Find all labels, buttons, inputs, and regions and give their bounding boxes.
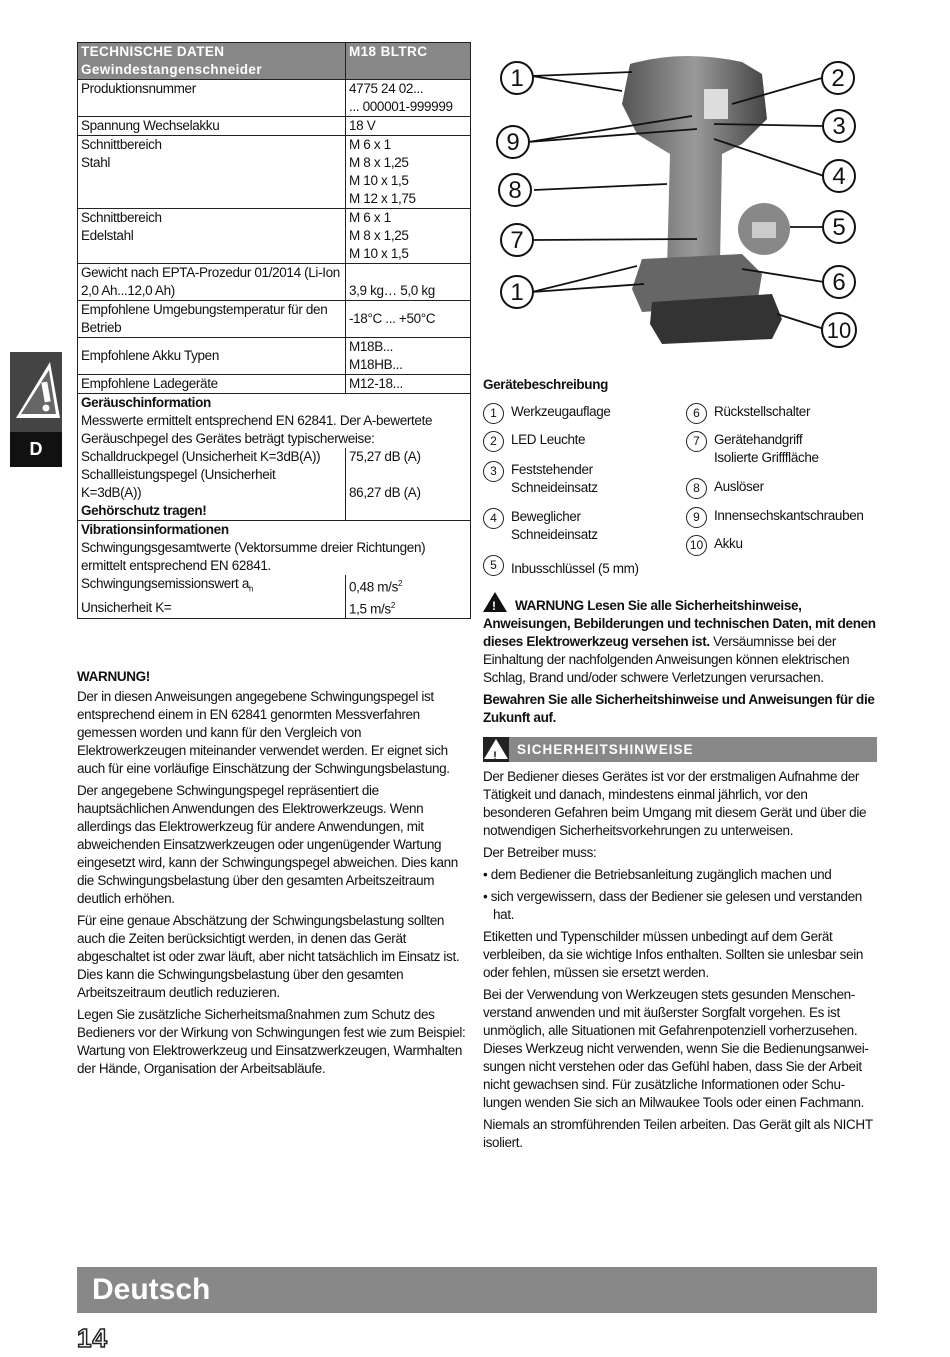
callout-7 bbox=[501, 224, 533, 256]
operator-duties-list bbox=[483, 866, 877, 924]
table-header-row bbox=[78, 43, 471, 80]
warning-triangle-icon bbox=[10, 352, 62, 432]
technical-data-table bbox=[77, 42, 471, 619]
list-item: • dem Bediener die Betriebsanleitung zugänglich machen und bbox=[483, 866, 877, 884]
list-item: 7 Gerätehandgriff Isolierte Grifffläche bbox=[686, 431, 819, 467]
vibration-section-title: Vibrationsinformationen bbox=[81, 522, 229, 537]
svg-text:2: 2 bbox=[831, 65, 845, 92]
list-item: 9 Innensechskantschrauben bbox=[686, 507, 864, 528]
callout-10 bbox=[822, 313, 856, 347]
tool-body bbox=[622, 56, 790, 344]
table-row: Gewicht nach EPTA-Prozedur 01/2014 (Li-Ion 2,0 Ah...12,0 Ah) 3,9 kg… 5,0 kg bbox=[78, 264, 471, 301]
table-row: Produktionsnummer 4775 24 02... ... 000001-999999 bbox=[78, 80, 471, 117]
noise-section-title: Geräuschinformation bbox=[81, 395, 211, 410]
language-label: Deutsch bbox=[92, 1273, 211, 1306]
list-item: 6 Rückstellschalter bbox=[686, 403, 810, 424]
list-item: 5 Inbusschlüssel (5 mm) bbox=[483, 555, 639, 578]
list-item: • sich vergewissern, dass der Bediener sie gelesen und verstanden hat. bbox=[483, 888, 877, 924]
paragraph: Für eine genaue Abschätzung der Schwingungsbelastung sollten auch die Zeiten berücksichtigt werden, in denen das Gerät abgeschaltet ist oder zwar läuft, aber nicht tatsächlich im Einsatz ist. Dies kann die Schwingungsbelastung über den gesamten Arbeitszeitraum deutlich reduzieren. bbox=[77, 913, 460, 1000]
keep-instructions-note: Bewahren Sie alle Sicherheitshinweise und Anweisungen für die Zukunft auf. bbox=[483, 692, 875, 725]
svg-text:6: 6 bbox=[832, 269, 846, 296]
table-row: Schwingungsemissionswert $a_h$ Unsicherheit K= 0,48 $m/s^2$ 1,5 $m/s^2$ bbox=[78, 575, 471, 619]
callout-6 bbox=[823, 266, 855, 298]
svg-text:8: 8 bbox=[508, 177, 522, 204]
callout-4 bbox=[823, 160, 855, 192]
language-footer-bar bbox=[77, 1267, 877, 1313]
list-item: 10 Akku bbox=[686, 535, 743, 556]
tool-illustration bbox=[492, 44, 876, 364]
svg-text:9: 9 bbox=[506, 129, 520, 156]
list-item: 1 Werkzeugauflage bbox=[483, 403, 611, 424]
warning-icon bbox=[483, 592, 507, 612]
table-row: Empfohlene Umgebungstemperatur für den Betrieb -18°C ... +50°C bbox=[78, 301, 471, 338]
paragraph: Niemals an stromführenden Teilen arbeiten. Das Gerät gilt als NICHT isoliert. bbox=[483, 1117, 873, 1150]
table-subtitle: Gewindestangenschneider bbox=[81, 62, 262, 77]
svg-text:5: 5 bbox=[832, 214, 846, 241]
callout-8 bbox=[499, 174, 531, 206]
svg-text:10: 10 bbox=[826, 318, 852, 343]
warning-icon bbox=[483, 737, 509, 762]
paragraph: Der Bediener dieses Gerätes ist vor der erstmaligen Aufnahme der Tätigkeit und danach, mindestens einmal jährlich, vor den besonderen Gefahren beim Umgang mit diesem Gerät und über die notwendigen Sicherheitsvorkehrungen zu unterweisen. bbox=[483, 769, 867, 838]
svg-text:1: 1 bbox=[510, 279, 524, 306]
callout-1 bbox=[501, 276, 533, 308]
table-row: Schnittbereich Stahl M 6 x 1 M 8 x 1,25 M 10 x 1,5 M 12 x 1,75 bbox=[78, 136, 471, 209]
vibration-info-row: Vibrationsinformationen Schwingungsgesamtwerte (Vektorsumme dreier Richtungen) ermittelt entsprechend EN 62841. bbox=[78, 521, 471, 576]
paragraph: Der angegebene Schwingungspegel repräsentiert die hauptsächlichen Anwendungen des Elektrowerkzeugs. Wenn allerdings das Elektrowerkzeug für andere Anwendungen, mit abweichenden Einsatzwerkzeugen oder ungenügender Wartung eingesetzt wird, kann der Schwingungspegel abweichen. Dies kann die Schwingungsbelastung über den gesamten Arbeitszeitraum deutlich erhöhen. bbox=[77, 783, 458, 906]
paragraph: Der in diesen Anweisungen angegebene Schwingungspegel ist entsprechend einem in EN 62841 genormten Messverfahren gemessen worden und kann für den Vergleich von Elektrowerkzeugen miteinander verwendet werden. Er eignet sich auch für eine vorläufige Einschätzung der Schwingungsbelastung. bbox=[77, 689, 450, 776]
general-warning: !WARNUNG Lesen Sie alle Sicherheitshinweise, Anweisungen, Bebilderungen und technischen Daten, mit denen dieses Elektrowerkzeug versehen ist. Versäumnisse bei der Einhaltung der nachfolgenden Anweisungen können elektrischen Schlag, Brand und/oder schwere Verletzungen verursachen. bbox=[483, 592, 877, 687]
table-row: Empfohlene Ladegeräte M12-18... bbox=[78, 375, 471, 394]
warning-tab-graphic bbox=[10, 352, 62, 432]
safety-text bbox=[483, 592, 877, 1156]
list-item: 8 Auslöser bbox=[686, 478, 764, 499]
paragraph: Etiketten und Typenschilder müssen unbedingt auf dem Gerät verbleiben, da sie wichtige Infos enthalten. Sollten sie unlesbar sein oder fehlen, müssen sie ersetzt werden. bbox=[483, 929, 863, 980]
svg-text:1: 1 bbox=[510, 65, 524, 92]
paragraph: Bei der Verwendung von Werkzeugen stets gesunden Menschen-verstand anwenden und mit äußerster Sorgfalt vorgehen. Es ist unmöglich, alle Situationen mit Gefahrenpotenziell vorherzusehen. Dieses Werkzeug nicht verwenden, wenn Sie die Bedienungsanwei-sungen nicht verstehen oder das Gefühl haben, dass Sie der Arbeit nicht gewachsen sind. Für zusätzliche Informationen oder Schu-lungen wenden Sie sich an Milwaukee Tools oder einen Fachmann. bbox=[483, 987, 869, 1110]
paragraph: Der Betreiber muss: bbox=[483, 845, 597, 860]
table-row: Schnittbereich Edelstahl M 6 x 1 M 8 x 1,25 M 10 x 1,5 bbox=[78, 209, 471, 264]
callout-5 bbox=[823, 211, 855, 243]
model-name: M18 BLTRC bbox=[346, 43, 471, 80]
language-letter: D bbox=[10, 432, 62, 467]
noise-info-row: Geräuschinformation Messwerte ermittelt entsprechend EN 62841. Der A-bewertete Geräuschpegel des Gerätes beträgt typischerweise: bbox=[78, 394, 471, 449]
table-row: Schalldruckpegel (Unsicherheit K=3dB(A)) Schallleistungspegel (Unsicherheit K=3dB(A)) Gehörschutz tragen! 75,27 dB (A) 86,27 dB (A) bbox=[78, 448, 471, 521]
callout-3 bbox=[823, 110, 855, 142]
vibration-warning-text bbox=[77, 668, 471, 1082]
svg-text:3: 3 bbox=[832, 113, 846, 140]
table-title: TECHNISCHE DATEN bbox=[81, 44, 225, 59]
warning-heading: WARNUNG! bbox=[77, 669, 150, 684]
list-item: 4 Beweglicher Schneideinsatz bbox=[483, 508, 598, 544]
page-number: 14 bbox=[77, 1323, 108, 1353]
language-side-tab bbox=[10, 352, 62, 467]
safety-section-header: ! SICHERHEITSHINWEISE bbox=[483, 737, 877, 762]
paragraph: Legen Sie zusätzliche Sicherheitsmaßnahmen zum Schutz des Bedieners vor der Wirkung von Schwingungen fest wie zum Beispiel: Wartung von Elektrowerkzeug und Einsatzwerkzeugen, Warmhalten der Hände, Organisation der Arbeitsabläufe. bbox=[77, 1007, 466, 1076]
list-item: 3 Feststehender Schneideinsatz bbox=[483, 461, 598, 497]
callout-9 bbox=[497, 126, 529, 158]
svg-text:7: 7 bbox=[510, 227, 524, 254]
table-row: Spannung Wechselakku 18 V bbox=[78, 117, 471, 136]
table-row: Empfohlene Akku Typen M18B... M18HB... bbox=[78, 338, 471, 375]
hearing-protection-note: Gehörschutz tragen! bbox=[81, 503, 207, 518]
svg-text:4: 4 bbox=[832, 163, 846, 190]
list-item: 2 LED Leuchte bbox=[483, 431, 585, 452]
device-description-title: Gerätebeschreibung bbox=[483, 377, 608, 392]
callout-2 bbox=[822, 62, 854, 94]
callout-1 bbox=[501, 62, 533, 94]
